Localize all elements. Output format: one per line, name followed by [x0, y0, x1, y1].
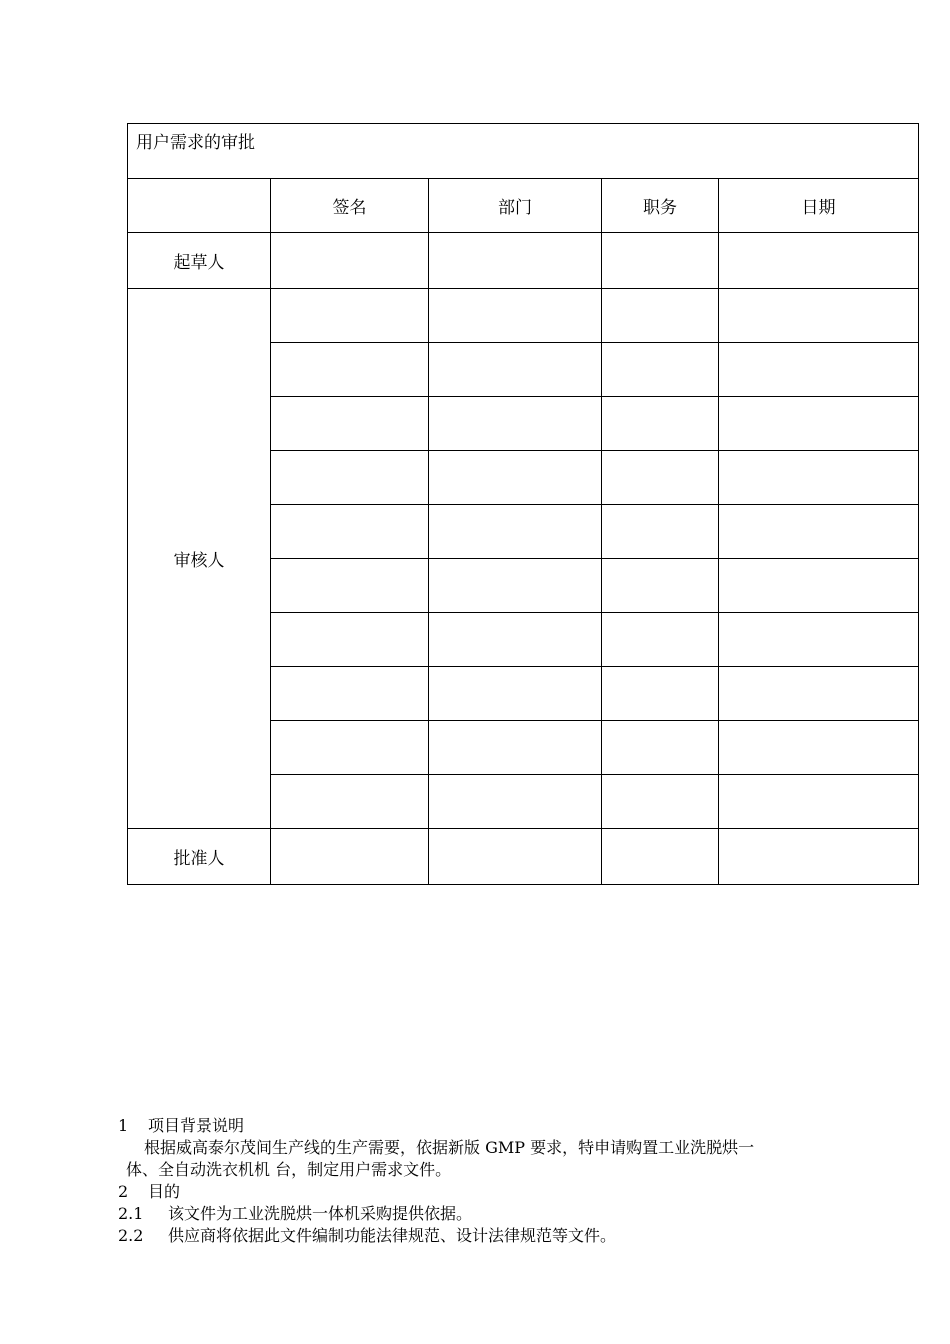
drafter-department-cell[interactable]	[429, 233, 602, 289]
reviewer-date-cell[interactable]	[719, 775, 919, 829]
section-1-title: 项目背景说明	[148, 1116, 245, 1135]
reviewer-position-cell[interactable]	[602, 289, 719, 343]
drafter-signature-cell[interactable]	[271, 233, 429, 289]
reviewer-position-cell[interactable]	[602, 343, 719, 397]
drafter-date-cell[interactable]	[719, 233, 919, 289]
approver-position-cell[interactable]	[602, 829, 719, 885]
reviewer-signature-cell[interactable]	[271, 721, 429, 775]
drafter-position-cell[interactable]	[602, 233, 719, 289]
approver-date-cell[interactable]	[719, 829, 919, 885]
header-signature: 签名	[271, 179, 429, 233]
approver-label: 批准人	[128, 829, 271, 885]
reviewer-label: 审核人	[128, 289, 271, 829]
reviewer-signature-cell[interactable]	[271, 343, 429, 397]
reviewer-department-cell[interactable]	[429, 289, 602, 343]
reviewer-date-cell[interactable]	[719, 505, 919, 559]
title-row	[128, 124, 919, 179]
header-position: 职务	[602, 179, 719, 233]
reviewer-department-cell[interactable]	[429, 775, 602, 829]
reviewer-department-cell[interactable]	[429, 397, 602, 451]
approval-table	[127, 123, 919, 885]
approver-department-cell[interactable]	[429, 829, 602, 885]
section-1-para-line1: 根据威高泰尔茂间生产线的生产需要，依据新版 GMP 要求，特申请购置工业洗脱烘一	[144, 1138, 755, 1157]
section-1-para-line2: 体、全自动洗衣机机 台，制定用户需求文件。	[126, 1160, 452, 1179]
section-1-number: 1	[118, 1116, 129, 1135]
reviewer-signature-cell[interactable]	[271, 289, 429, 343]
header-blank	[128, 179, 271, 233]
reviewer-signature-cell[interactable]	[271, 397, 429, 451]
reviewer-department-cell[interactable]	[429, 667, 602, 721]
section-2-1	[118, 1203, 878, 1225]
header-date: 日期	[719, 179, 919, 233]
reviewer-position-cell[interactable]	[602, 667, 719, 721]
section-1-heading	[118, 1115, 878, 1137]
section-2-2	[118, 1225, 878, 1247]
document-body	[118, 1115, 878, 1247]
reviewer-date-cell[interactable]	[719, 613, 919, 667]
section-2-heading	[118, 1181, 878, 1203]
reviewer-date-cell[interactable]	[719, 559, 919, 613]
header-row	[128, 179, 919, 233]
reviewer-position-cell[interactable]	[602, 613, 719, 667]
drafter-row	[128, 233, 919, 289]
reviewer-department-cell[interactable]	[429, 613, 602, 667]
reviewer-date-cell[interactable]	[719, 397, 919, 451]
reviewer-department-cell[interactable]	[429, 721, 602, 775]
reviewer-signature-cell[interactable]	[271, 559, 429, 613]
reviewer-signature-cell[interactable]	[271, 505, 429, 559]
section-2-2-number: 2.2	[118, 1226, 144, 1245]
reviewer-department-cell[interactable]	[429, 451, 602, 505]
reviewer-date-cell[interactable]	[719, 667, 919, 721]
reviewer-signature-cell[interactable]	[271, 451, 429, 505]
reviewer-date-cell[interactable]	[719, 451, 919, 505]
reviewer-signature-cell[interactable]	[271, 667, 429, 721]
drafter-label: 起草人	[128, 233, 271, 289]
section-2-2-text: 供应商将依据此文件编制功能法律规范、设计法律规范等文件。	[168, 1226, 617, 1245]
section-2-1-text: 该文件为工业洗脱烘一体机采购提供依据。	[168, 1204, 473, 1223]
approver-row	[128, 829, 919, 885]
reviewer-signature-cell[interactable]	[271, 775, 429, 829]
section-2-title: 目的	[148, 1182, 181, 1201]
reviewer-department-cell[interactable]	[429, 559, 602, 613]
reviewer-date-cell[interactable]	[719, 343, 919, 397]
reviewer-position-cell[interactable]	[602, 505, 719, 559]
section-2-1-number: 2.1	[118, 1204, 144, 1223]
reviewer-department-cell[interactable]	[429, 505, 602, 559]
reviewer-row	[128, 289, 919, 343]
reviewer-position-cell[interactable]	[602, 397, 719, 451]
reviewer-signature-cell[interactable]	[271, 613, 429, 667]
approver-signature-cell[interactable]	[271, 829, 429, 885]
reviewer-date-cell[interactable]	[719, 721, 919, 775]
table-title: 用户需求的审批	[128, 124, 919, 179]
section-2-number: 2	[118, 1182, 129, 1201]
reviewer-position-cell[interactable]	[602, 775, 719, 829]
reviewer-position-cell[interactable]	[602, 559, 719, 613]
header-department: 部门	[429, 179, 602, 233]
reviewer-position-cell[interactable]	[602, 721, 719, 775]
reviewer-position-cell[interactable]	[602, 451, 719, 505]
reviewer-date-cell[interactable]	[719, 289, 919, 343]
reviewer-department-cell[interactable]	[429, 343, 602, 397]
